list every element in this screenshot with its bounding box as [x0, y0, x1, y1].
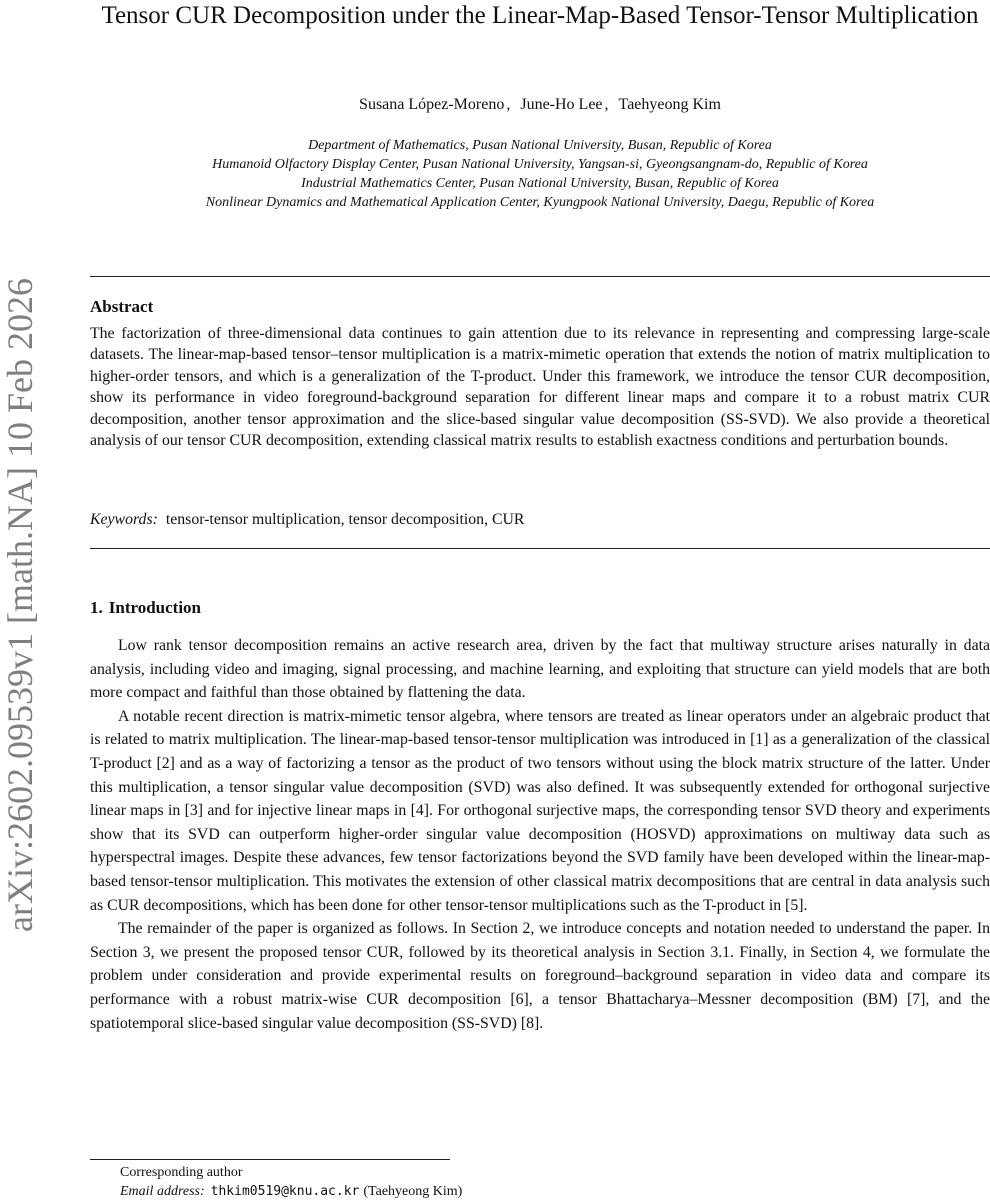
author-name: June-Ho Lee [520, 96, 603, 113]
paragraph: A notable recent direction is matrix-mimetic tensor algebra, where tensors are treated as linear operators under an algebraic product that is related to matrix multiplication. The linear-map-based tensor-tensor multiplication was introduced in [1] as a generalization of the classical T-product [2] and as a way of factorizing a tensor as the product of two tensors without using the block matrix structure of the latter. Under this multiplication, a tensor singular value decomposition (SVD) was also defined. It was subsequently extended for orthogonal surjective linear maps in [3] and for injective linear maps in [4]. For orthogonal surjective maps, the corresponding tensor SVD theory and experiments show that its SVD can outperform higher-order singular value decomposition (HOSVD) approximations on multiway data such as hyperspectral images. Despite these advances, few tensor factorizations beyond the SVD family have been developed within the linear-map-based tensor-tensor multiplication. This motivates the extension of other classical matrix decompositions that are central in data analysis such as CUR decompositions, which has been done for other tensor-tensor multiplications such as the T-product in [5]. [90, 707, 990, 914]
keywords-text: tensor-tensor multiplication, tensor decomposition, CUR [165, 511, 525, 528]
email-label: Email address: [120, 1184, 205, 1199]
paragraph: The remainder of the paper is organized as follows. In Section 2, we introduce concepts and notation needed to understand the paper. In Section 3, we present the proposed tensor CUR, followed by its theoretical analysis in Section 3.1. Finally, in Section 4, we formulate the problem under consideration and provide experimental results on foreground–background separation in video data and compare its performance with a robust matrix-wise CUR decomposition [6], a tensor Bhattacharya–Messner decomposition (BM) [7], and the spatiotemporal slice-based singular value decomposition (SS-SVD) [8]. [90, 920, 990, 1032]
introduction-body [90, 634, 990, 1035]
author-name: Susana López-Moreno [359, 96, 505, 113]
email-owner: (Taehyeong Kim) [363, 1184, 463, 1199]
section-title: Introduction [108, 598, 202, 617]
keywords [90, 511, 990, 529]
section-heading [90, 598, 201, 618]
author-name: Taehyeong Kim [618, 96, 721, 113]
abstract-top-rule [90, 276, 990, 277]
abstract-heading: Abstract [90, 297, 154, 316]
arxiv-stamp: arXiv:2602.09539v1 [math.NA] 10 Feb 2026 [0, 278, 40, 932]
affiliation: Industrial Mathematics Center, Pusan National University, Busan, Republic of Korea [301, 176, 779, 191]
keywords-label: Keywords: [90, 511, 158, 528]
affiliation: Department of Mathematics, Pusan National University, Busan, Republic of Korea [308, 138, 772, 153]
footnote-text: Corresponding author [120, 1165, 243, 1180]
affiliation: Humanoid Olfactory Display Center, Pusan National University, Yangsan-si, Gyeongsangnam-do, Republic of Korea [212, 157, 868, 172]
footnote-email [120, 1182, 462, 1202]
section-number: 1. [90, 598, 103, 617]
abstract-text: The factorization of three-dimensional data continues to gain attention due to its relevance in representing and compressing large-scale datasets. The linear-map-based tensor–tensor multiplication is a matrix-mimetic operation that extends the notion of matrix multiplication to higher-order tensors, and which is a generalization of the T-product. Under this framework, we introduce the tensor CUR decomposition, show its performance in video foreground-background separation for different linear maps and compare it to a robust matrix CUR decomposition, another tensor approximation and the slice-based singular value decomposition (SS-SVD). We also provide a theoretical analysis of our tensor CUR decomposition, extending classical matrix results to establish exactness conditions and perturbation bounds. [90, 325, 990, 450]
footnote-corresponding [120, 1163, 242, 1183]
email-link[interactable]: thkim0519@knu.ac.kr [210, 1184, 360, 1199]
footnote-rule [90, 1159, 450, 1160]
author-list: Susana López-Moreno , June-Ho Lee , Taehyeong Kim [359, 96, 721, 113]
paper-title: Tensor CUR Decomposition under the Linear-Map-Based Tensor-Tensor Multiplication [101, 2, 979, 29]
affiliation: Nonlinear Dynamics and Mathematical Application Center, Kyungpook National University, Daegu, Republic of Korea [205, 195, 875, 210]
abstract-bottom-rule [90, 548, 990, 549]
paragraph: Low rank tensor decomposition remains an active research area, driven by the fact that multiway structure arises naturally in data analysis, including video and imaging, signal processing, and machine learning, and exploiting that structure can yield models that are both more compact and faithful than those obtained by flattening the data. [90, 637, 990, 702]
affiliation-list [90, 136, 990, 212]
